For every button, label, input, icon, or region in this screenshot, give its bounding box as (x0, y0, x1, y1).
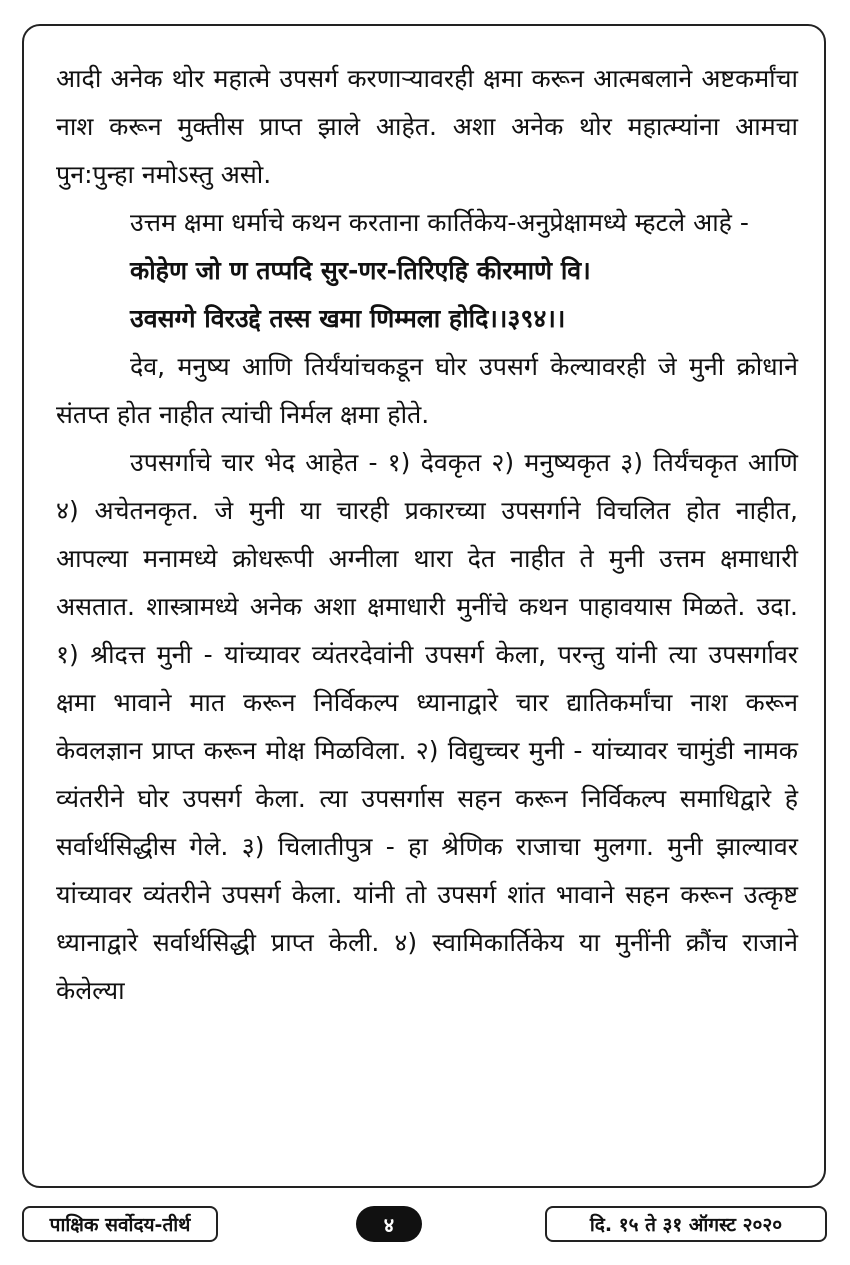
paragraph-3: देव, मनुष्य आणि तिर्यंयांचकडून घोर उपसर्ग केल्यावरही जे मुनी क्रोधाने संतप्त होत नाहीत त्यांची निर्मल क्षमा होते. (56, 352, 798, 429)
paragraph-4: उपसर्गाचे चार भेद आहेत - १) देवकृत २) मनुष्यकृत ३) तिर्यंचकृत आणि ४) अचेतनकृत. जे मुनी या चारही प्रकारच्या उपसर्गाने विचलित होत नाहीत, आपल्या मनामध्ये क्रोधरूपी अग्नीला थारा देत नाहीत ते मुनी उत्तम क्षमाधारी असतात. शास्त्रामध्ये अनेक अशा क्षमाधारी मुनींचे कथन पाहावयास मिळते. उदा. १) श्रीदत्त मुनी - यांच्यावर व्यंतरदेवांनी उपसर्ग केला, परन्तु यांनी त्या उपसर्गावर क्षमा भावाने मात करून निर्विकल्प ध्यानाद्वारे चार द्यातिकर्मांचा नाश करून केवलज्ञान प्राप्त करून मोक्ष मिळविला. २) विद्युच्चर मुनी - यांच्यावर चामुंडी नामक व्यंतरीने घोर उपसर्ग केला. त्या उपसर्गास सहन करून निर्विकल्प समाधिद्वारे हे सर्वार्थसिद्धीस गेले. ३) चिलातीपुत्र - हा श्रेणिक राजाचा मुलगा. मुनी झाल्यावर यांच्यावर व्यंतरीने उपसर्ग केला. यांनी तो उपसर्ग शांत भावाने सहन करून उत्कृष्ट ध्यानाद्वारे सर्वार्थसिद्धी प्राप्त केली. ४) स्वामिकार्तिकेय या मुनींनी क्रौंच राजाने केलेल्या (56, 448, 798, 1005)
issue-date: दि. १५ ते ३१ ऑगस्ट २०२० (545, 1206, 827, 1242)
verse-line-2: उवसग्गे विरउद्दे तस्स खमा णिम्मला होदि।।३९४।। (130, 304, 566, 333)
page-number: ४ (356, 1206, 422, 1242)
publication-name: पाक्षिक सर्वोदय-तीर्थ (22, 1206, 218, 1242)
verse-line-1: कोहेण जो ण तप्पदि सुर-णर-तिरिएहि कीरमाणे वि। (130, 256, 591, 285)
paragraph-1: आदी अनेक थोर महात्मे उपसर्ग करणाऱ्यावरही क्षमा करून आत्मबलाने अष्टकर्मांचा नाश करून मुक्तीस प्राप्त झाले आहेत. अशा अनेक थोर महात्म्यांना आमचा पुन:पुन्हा नमोऽस्तु असो. (56, 64, 798, 189)
paragraph-2: उत्तम क्षमा धर्माचे कथन करताना कार्तिकेय-अनुप्रेक्षामध्ये म्हटले आहे - (130, 208, 749, 237)
article-body (56, 55, 798, 1015)
